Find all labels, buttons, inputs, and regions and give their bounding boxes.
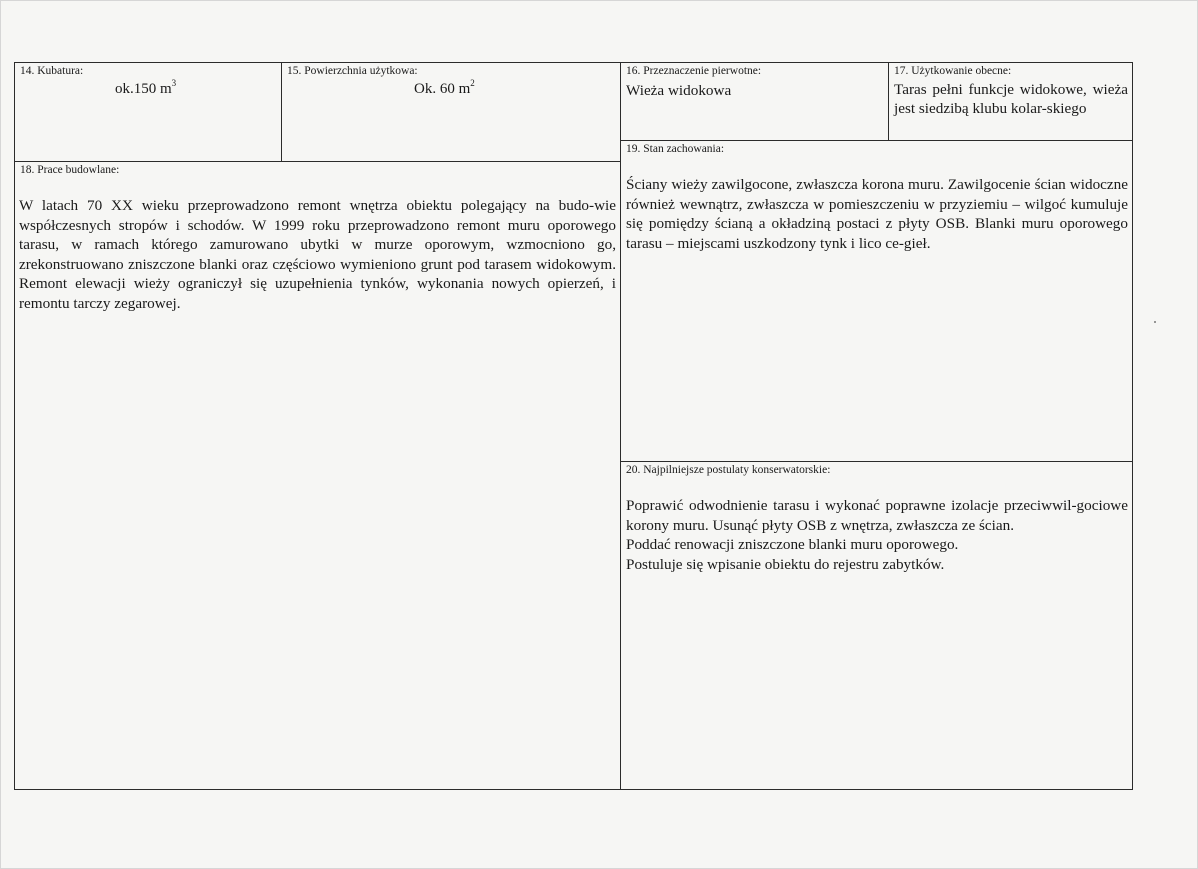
postulaty-cell	[620, 461, 1133, 790]
uzytkowanie-label: 17. Użytkowanie obecne:	[894, 65, 1012, 77]
kubatura-label: 14. Kubatura:	[20, 65, 84, 77]
powierzchnia-cell	[281, 62, 621, 162]
stan-text: Ściany wieży zawilgocone, zwłaszcza korona muru. Zawilgocenie ścian widoczne również wewnątrz, zwłaszcza w pomieszczeniu w przyziemiu – wilgoć kumuluje się pomiędzy ścianą a okładziną postaci z płyty OSB. Blanki muru oporowego tarasu – miejscami uszkodzony tynk i lico ce-gieł.	[626, 176, 1128, 252]
przeznaczenie-label: 16. Przeznaczenie pierwotne:	[626, 65, 762, 77]
przeznaczenie-value: Wieża widokowa	[626, 82, 732, 99]
kubatura-value-wrap	[115, 80, 176, 98]
postulaty-label: 20. Najpilniejsze postulaty konserwatorskie:	[626, 464, 831, 476]
kubatura-value: ok.150 m	[115, 81, 172, 97]
scan-speck	[1154, 321, 1156, 323]
uzytkowanie-cell	[888, 62, 1133, 141]
powierzchnia-value: Ok. 60 m	[414, 81, 471, 97]
uzytkowanie-value: Taras pełni funkcje widokowe, wieża jest siedzibą klubu kolar-skiego	[894, 81, 1128, 117]
powierzchnia-value-wrap	[414, 80, 475, 98]
stan-label: 19. Stan zachowania:	[626, 143, 725, 155]
postulaty-line: Postuluje się wpisanie obiektu do rejestru zabytków.	[626, 555, 945, 573]
prace-text: W latach 70 XX wieku przeprowadzono remont wnętrza obiektu polegający na budo-wie współczesnych stropów i schodów. W 1999 roku przeprowadzono remont muru oporowego tarasu, w ramach którego zamurowano ubytki w murze oporowym, wzmocniono go, zrekonstruowano zniszczone blanki oraz częściowo wymieniono grunt pod tarasem widokowym. Remont elewacji wieży ograniczył się uzupełnienia tynków, wykonania nowych opierzeń, i remontu tarczy zegarowej.	[19, 197, 616, 312]
postulaty-text	[626, 496, 1128, 574]
postulaty-line: Poprawić odwodnienie tarasu i wykonać poprawne izolacje przeciwwil-gociowe korony muru. Usunąć płyty OSB z wnętrza, zwłaszcza ze ścian.	[626, 497, 1128, 534]
stan-cell	[620, 140, 1133, 462]
powierzchnia-exponent: 2	[470, 78, 475, 88]
postulaty-line: Poddać renowacji zniszczone blanki muru oporowego.	[626, 536, 959, 553]
kubatura-cell	[14, 62, 282, 162]
powierzchnia-label: 15. Powierzchnia użytkowa:	[287, 65, 418, 77]
przeznaczenie-cell	[620, 62, 889, 141]
prace-cell	[14, 161, 621, 790]
kubatura-exponent: 3	[171, 78, 177, 88]
prace-label: 18. Prace budowlane:	[20, 164, 120, 176]
